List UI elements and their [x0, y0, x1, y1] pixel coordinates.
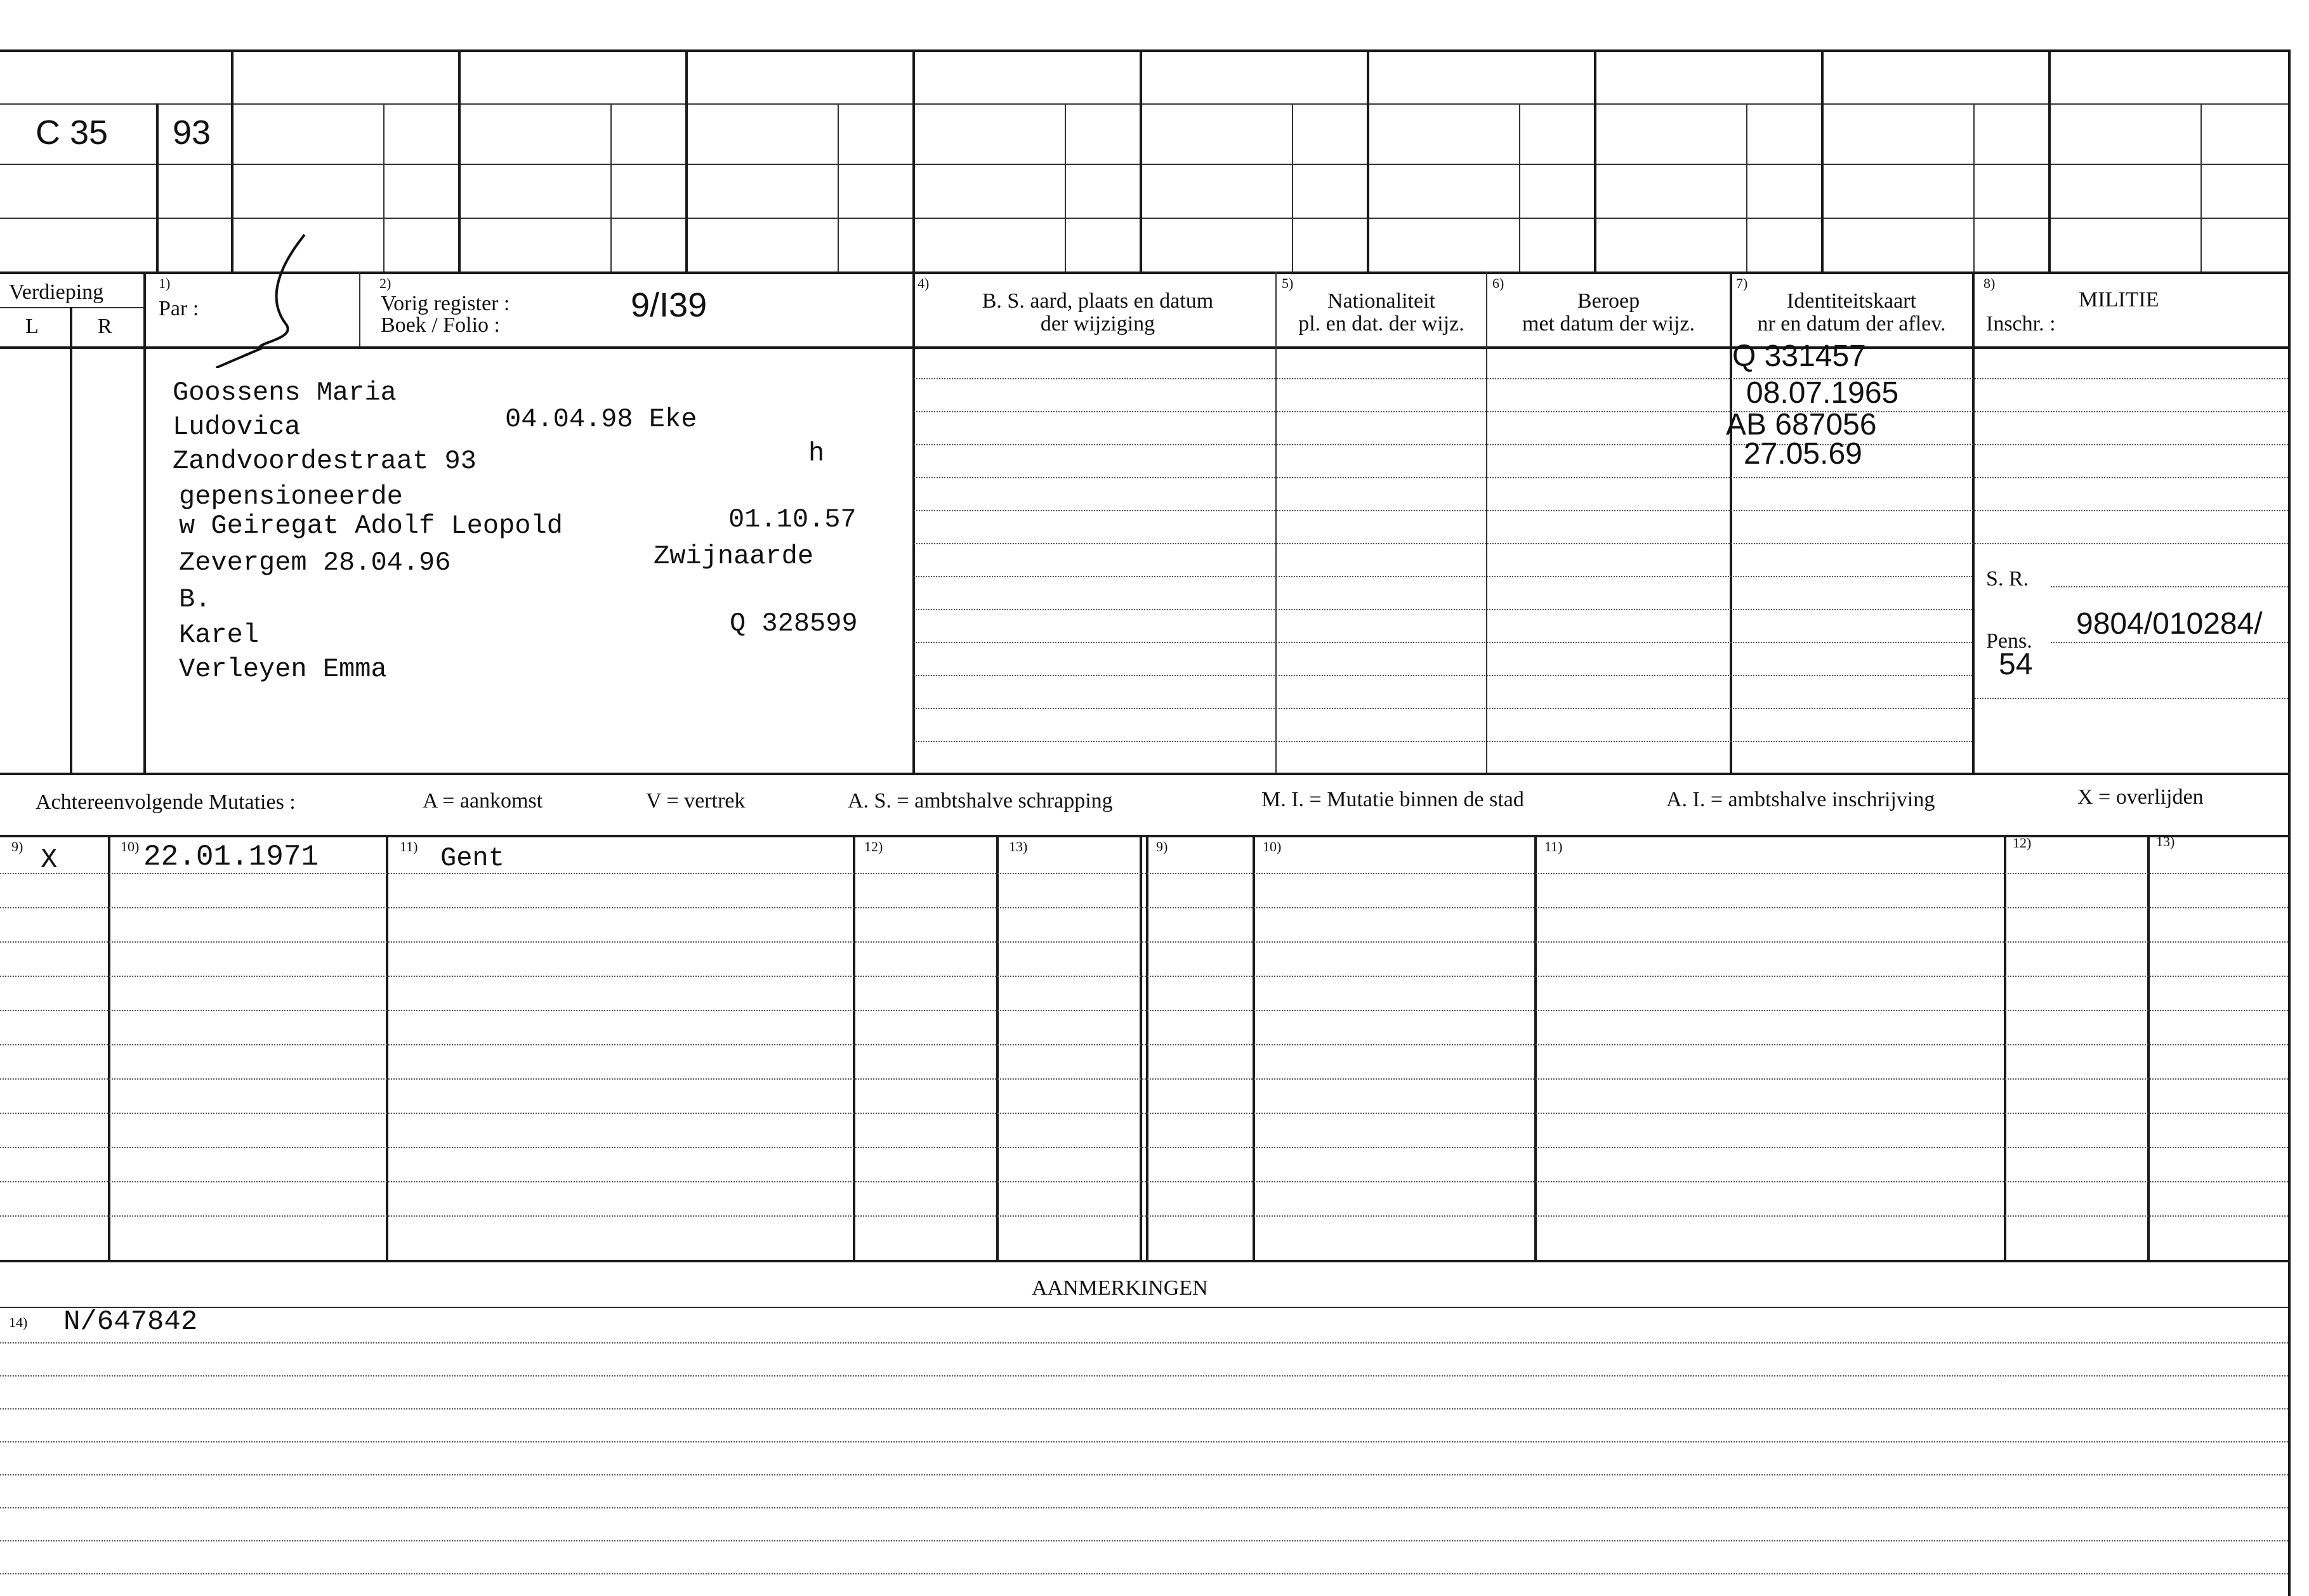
mut-row	[0, 873, 2288, 874]
mut-num-12-right: 12)	[2013, 835, 2032, 851]
top-grid-divider	[685, 49, 688, 271]
beroep-label-1: Beroep	[1577, 289, 1640, 313]
top-grid-divider	[1519, 103, 1520, 271]
mut-col	[2004, 835, 2006, 1260]
body-row-line	[914, 444, 2288, 445]
mut-col	[1253, 835, 1255, 1260]
top-grid-divider	[838, 103, 839, 271]
mut-num-10: 10)	[121, 839, 140, 854]
header-divider-verdieping	[143, 271, 146, 773]
top-grid-divider	[2048, 49, 2051, 271]
spouse-birth: Zevergem 28.04.96	[179, 547, 451, 578]
mut-col	[1534, 835, 1537, 1260]
sr-label: S. R.	[1986, 567, 2029, 591]
person-mother: Verleyen Emma	[179, 654, 387, 684]
person-father: Karel	[179, 620, 260, 650]
beroep-num: 6)	[1492, 275, 1504, 291]
person-address: Zandvoordestraat 93	[173, 446, 477, 476]
vorig-label: Vorig register :	[381, 292, 510, 315]
header-divider-nat	[1275, 271, 1277, 773]
mut-num-12: 12)	[864, 839, 883, 854]
mut-col	[996, 835, 999, 1260]
pens-line	[2051, 642, 2288, 643]
nat-label-1: Nationaliteit	[1327, 289, 1435, 313]
mutaties-title: Achtereenvolgende Mutaties :	[36, 790, 296, 814]
header-divider-par	[359, 271, 360, 346]
mut-row	[0, 1113, 2288, 1114]
mut-col	[386, 835, 388, 1260]
mutation-table-bottom	[0, 1260, 2291, 1262]
id-label-2: nr en datum der aflev.	[1757, 312, 1946, 336]
body-row-line	[914, 576, 1972, 577]
body-row-line	[914, 642, 1972, 643]
id-date-1: 08.07.1965	[1746, 376, 1899, 410]
mut-num-10-right: 10)	[1263, 839, 1282, 854]
header-divider-lr	[70, 307, 72, 773]
inschr-label: Inschr. :	[1986, 312, 2056, 336]
note-line	[0, 1408, 2288, 1410]
verdieping-label: Verdieping	[9, 280, 104, 304]
mutation-type: X	[41, 844, 58, 876]
header-divider-beroep	[1486, 271, 1487, 773]
top-grid-divider	[1367, 49, 1369, 271]
top-grid-line	[0, 218, 2291, 219]
id-card-2: AB 687056	[1726, 408, 1877, 442]
aanmerkingen-num: 14)	[9, 1314, 28, 1330]
mut-col	[1140, 835, 1142, 1260]
mut-num-9-right: 9)	[1156, 839, 1168, 854]
mut-col	[108, 835, 110, 1260]
top-grid-line	[0, 103, 2291, 105]
note-line	[0, 1507, 2288, 1508]
mutation-date: 22.01.1971	[143, 841, 319, 873]
mutation-table-top	[0, 835, 2291, 837]
top-grid-divider	[1821, 49, 1824, 271]
body-row-line	[914, 741, 1972, 742]
top-grid-divider	[458, 49, 461, 271]
par-label: Par :	[159, 297, 199, 320]
body-row-line	[914, 378, 2288, 379]
note-line	[0, 1441, 2288, 1442]
person-occupation: gepensioneerde	[179, 481, 403, 512]
bs-num: 4)	[918, 275, 930, 291]
vorig-num: 2)	[379, 275, 391, 291]
person-birth: 04.04.98 Eke	[505, 404, 697, 435]
nat-num: 5)	[1282, 275, 1294, 291]
marriage-date: 01.10.57	[728, 504, 857, 535]
top-grid-line	[0, 164, 2291, 165]
mutation-place: Gent	[440, 843, 504, 873]
col-l-label: L	[25, 315, 39, 338]
mut-col	[853, 835, 855, 1260]
body-row-line	[914, 543, 2288, 544]
legend-a: A = aankomst	[423, 789, 543, 813]
mut-num-13: 13)	[1009, 839, 1028, 854]
person-given-name: Ludovica	[173, 412, 301, 442]
top-cell-b: 93	[173, 114, 211, 152]
nat-label-2: pl. en dat. der wijz.	[1298, 312, 1464, 336]
bs-label-2: der wijziging	[1040, 312, 1155, 336]
person-b: B.	[179, 584, 211, 615]
mut-row	[0, 1010, 2288, 1011]
beroep-label-2: met datum der wijz.	[1522, 312, 1695, 336]
body-row-line	[914, 477, 2288, 478]
top-border	[0, 49, 2291, 52]
legend-ai: A. I. = ambtshalve inschrijving	[1666, 788, 1935, 811]
aanmerkingen-value: N/647842	[63, 1306, 198, 1338]
legend-as: A. S. = ambtshalve schrapping	[848, 789, 1113, 813]
marriage-place: Zwijnaarde	[654, 541, 814, 572]
mut-num-13-right: 13)	[2156, 834, 2175, 849]
sr-line	[2051, 586, 2288, 587]
mut-row	[0, 907, 2288, 908]
mut-row	[0, 941, 2288, 943]
person-name: Goossens Maria	[173, 377, 397, 408]
note-line	[0, 1474, 2288, 1475]
top-grid-divider	[1973, 103, 1975, 271]
boek-label: Boek / Folio :	[381, 313, 500, 337]
mut-row	[0, 1078, 2288, 1080]
note-line	[0, 1342, 2288, 1344]
militie-label: MILITIE	[2079, 288, 2159, 311]
mil-line	[1975, 698, 2288, 699]
bs-label-1: B. S. aard, plaats en datum	[982, 289, 1214, 313]
mut-col	[1146, 835, 1148, 1260]
pens-label: Pens.	[1986, 629, 2032, 653]
top-grid-divider	[2200, 103, 2202, 271]
top-grid-divider	[1292, 103, 1293, 271]
aanmerkingen-title: AANMERKINGEN	[1032, 1276, 1208, 1300]
note-line	[0, 1540, 2288, 1541]
legend-x: X = overlijden	[2077, 785, 2204, 809]
vorig-value: 9/I39	[631, 286, 707, 324]
body-row-line	[914, 675, 1972, 676]
pens-value: 9804/010284/	[2076, 607, 2263, 641]
note-line	[0, 1573, 2288, 1574]
mut-row	[0, 1181, 2288, 1182]
top-grid-divider	[912, 49, 915, 271]
mut-row	[0, 976, 2288, 977]
top-grid-divider	[156, 103, 159, 271]
body-row-line	[914, 411, 2288, 412]
top-grid-divider	[383, 103, 385, 271]
pens-value-2: 54	[1999, 648, 2033, 681]
upper-section-bottom	[0, 773, 2291, 775]
legend-v: V = vertrek	[646, 789, 746, 813]
mut-num-9: 9)	[11, 839, 23, 854]
right-border	[2288, 49, 2291, 1596]
top-grid-divider	[610, 103, 612, 271]
person-id-ref: Q 328599	[730, 608, 858, 639]
body-row-line	[914, 609, 1972, 610]
top-grid-divider	[1594, 49, 1596, 271]
id-label-1: Identiteitskaart	[1787, 289, 1916, 313]
top-grid-divider	[1140, 49, 1142, 271]
note-line	[0, 1375, 2288, 1377]
legend-mi: M. I. = Mutatie binnen de stad	[1261, 788, 1524, 811]
top-grid-divider	[1746, 103, 1747, 271]
mut-col	[2147, 835, 2150, 1260]
body-row-line	[914, 510, 2288, 511]
person-h-mark: h	[808, 438, 825, 469]
aanmerkingen-header-line	[0, 1307, 2288, 1308]
header-top-line	[0, 271, 2291, 274]
mut-num-11-right: 11)	[1544, 839, 1563, 854]
mut-row	[0, 1215, 2288, 1217]
mut-num-11: 11)	[400, 839, 418, 854]
id-date-2: 27.05.69	[1744, 437, 1862, 471]
id-card-1: Q 331457	[1732, 339, 1866, 373]
mut-row	[0, 1147, 2288, 1148]
id-num: 7)	[1736, 275, 1748, 291]
top-cell-a: C 35	[36, 114, 109, 152]
header-divider-main	[912, 271, 915, 773]
body-row-line	[914, 708, 1972, 709]
signature-mark	[216, 228, 311, 368]
mut-row	[0, 1044, 2288, 1045]
person-spouse: w Geiregat Adolf Leopold	[179, 511, 563, 541]
top-grid-divider	[1065, 103, 1066, 271]
par-num: 1)	[159, 275, 171, 291]
col-r-label: R	[98, 315, 112, 338]
mil-num: 8)	[1983, 275, 1996, 291]
